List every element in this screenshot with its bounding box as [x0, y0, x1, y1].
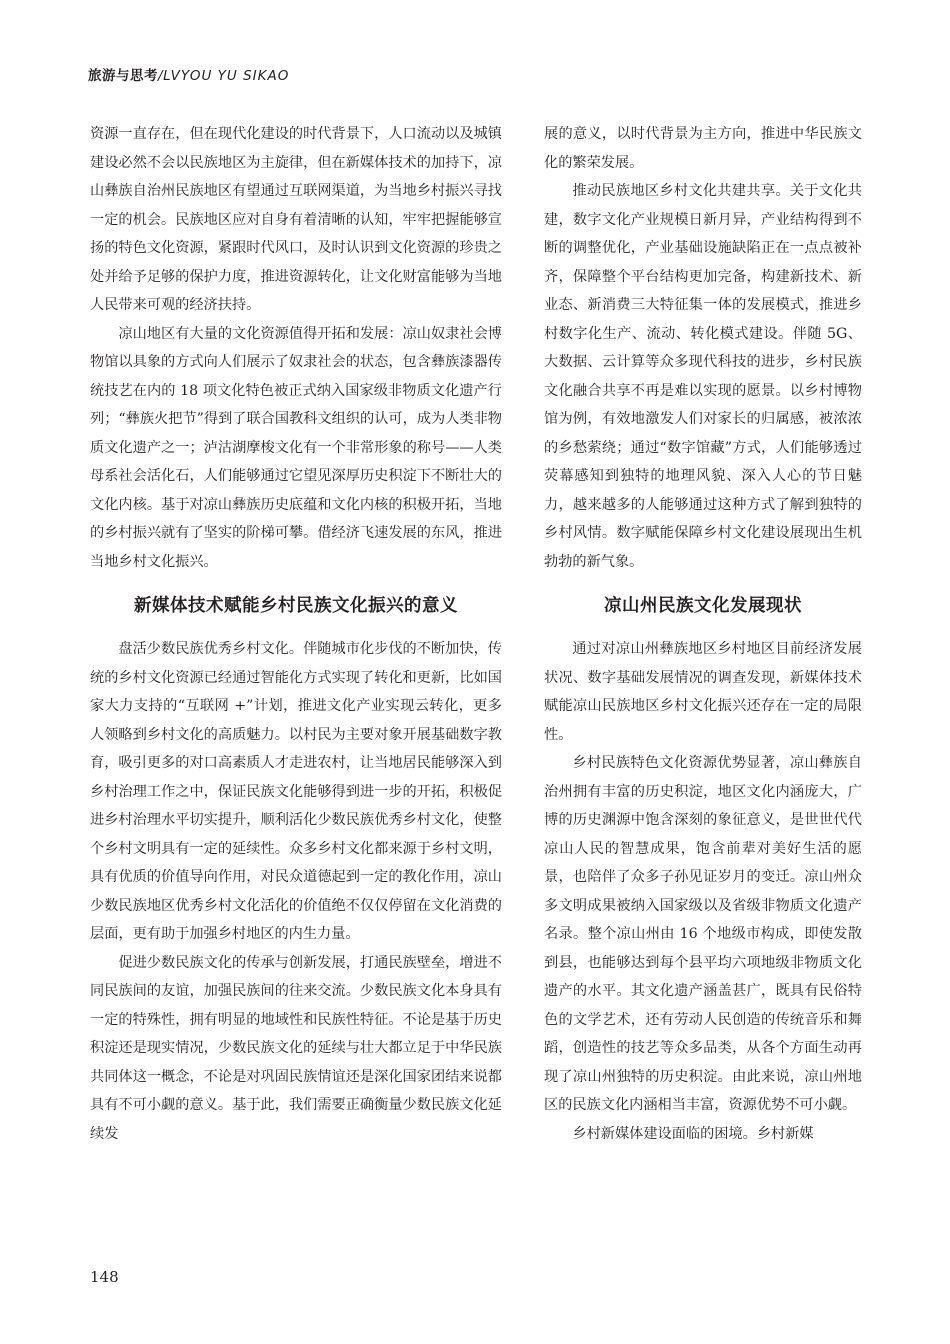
paragraph: 展的意义，以时代背景为主方向，推进中华民族文化的繁荣发展。 [544, 126, 862, 171]
paragraph: 资源一直存在，但在现代化建设的时代背景下，人口流动以及城镇建设必然不会以民族地区为主旋律，但在新媒体技术的加持下，凉山彝族自治州民族地区有望通过互联网渠道，为当地乡村振兴寻找一定的机会。民族地区应对自身有着清晰的认知，牢牢把握能够宣扬的特色文化资源，紧跟时代风口，及时认识到文化资源的珍贵之处并给予足够的保护力度，推进资源转化，让文化财富能够为当地人民带来可观的经济扶持。 [90, 126, 502, 313]
header-separator: / [158, 68, 164, 84]
paragraph: 乡村新媒体建设面临的困境。乡村新媒 [572, 1125, 814, 1142]
paragraph: 凉山地区有大量的文化资源值得开拓和发展：凉山奴隶社会博物馆以具象的方式向人们展示了奴隶社会的状态，包含彝族漆器传统技艺在内的 18 项文化特色被正式纳入国家级非物质文化遗产行列；“彝族火把节”得到了联合国教科文组织的认可，成为人类非物质文化遗产之一；泸沽湖摩梭文化有一个非常形象的称号——人类母系社会活化石，人们能够通过它望见深厚历史积淀下不断壮大的文化内核。基于对凉山彝族历史底蕴和文化内核的积极开拓，当地的乡村振兴就有了坚实的阶梯可攀。借经济飞速发展的东风，推进当地乡村文化振兴。 [90, 325, 502, 570]
paragraph: 促进少数民族文化的传承与创新发展，打通民族壁垒，增进不同民族间的友谊，加强民族间的往来交流。少数民族文化本身具有一定的特殊性，拥有明显的地域性和民族性特征。不论是基于历史积淀还是现实情况，少数民族文化的延续与壮大都立足于中华民族共同体这一概念，不论是对巩固民族情谊还是深化国家团结来说都具有不可小觑的意义。基于此，我们需要正确衡量少数民族文化延续发 [90, 954, 502, 1142]
paragraph: 乡村民族特色文化资源优势显著，凉山彝族自治州拥有丰富的历史积淀，地区文化内涵庞大，广博的历史渊源中饱含深刻的象征意义，是世世代代凉山人民的智慧成果，饱含前辈对美好生活的愿景，也陪伴了众多子孙见证岁月的变迁。凉山州众多文明成果被纳入国家级以及省级非物质文化遗产名录。整个凉山州由 16 个地级市构成，即使发散到县，也能够达到每个县平均六项地级非物质文化遗产的水平。其文化遗产涵盖甚广，既具有民俗特色的文学艺术，还有劳动人民创造的传统音乐和舞蹈，创造性的技艺等众多品类，从各个方面生动再现了凉山州独特的历史积淀。由此来说，凉山州地区的民族文化内涵相当丰富，资源优势不可小觑。 [544, 755, 862, 1113]
running-header [88, 64, 289, 84]
paragraph: 盘活少数民族优秀乡村文化。伴随城市化步伐的不断加快，传统的乡村文化资源已经通过智能化方式实现了转化和更新，比如国家大力支持的“互联网 +”计划，推进文化产业实现云转化，更多人领略到乡村文化的高质魅力。以村民为主要对象开展基础数字教育，吸引更多的对口高素质人才走进农村，让当地居民能够深入到乡村治理工作之中，保证民族文化能够得到进一步的开拓，积极促进乡村治理水平切实提升，顺利活化少数民族优秀乡村文化，使整个乡村文明具有一定的延续性。众多乡村文化都来源于乡村文明，具有优质的价值导向作用，对民众道德起到一定的教化作用，凉山少数民族地区优秀乡村文化活化的价值绝不仅仅停留在文化消费的层面，更有助于加强乡村地区的内生力量。 [90, 641, 502, 942]
paragraph: 通过对凉山州彝族地区乡村地区目前经济发展状况、数字基础发展情况的调查发现，新媒体技术赋能凉山民族地区乡村文化振兴还存在一定的局限性。 [544, 641, 862, 743]
journal-title-en: LVYOU YU SIKAO [163, 68, 290, 84]
section-heading: 凉山州民族文化发展现状 [604, 596, 802, 616]
right-column [544, 120, 862, 1148]
left-column [90, 120, 502, 1148]
page-number: 148 [90, 1268, 119, 1286]
section-heading: 新媒体技术赋能乡村民族文化振兴的意义 [134, 596, 458, 616]
journal-title-cn: 旅游与思考 [88, 68, 158, 84]
paragraph: 推动民族地区乡村文化共建共享。关于文化共建，数字文化产业规模日新月异，产业结构得到不断的调整优化，产业基础设施缺陷正在一点点被补齐，保障整个平台结构更加完备，构建新技术、新业态、新消费三大特征集一体的发展模式，推进乡村数字化生产、流动、转化模式建设。伴随 5G、大数据、云计算等众多现代科技的进步，乡村民族文化融合共享不再是难以实现的愿景。以乡村博物馆为例，有效地激发人们对家长的归属感，被浓浓的乡愁萦绕；通过“数字馆藏”方式，人们能够透过荧幕感知到独特的地理风貌、深入人心的节日魅力，越来越多的人能够通过这种方式了解到独特的乡村风情。数字赋能保障乡村文化建设展现出生机勃勃的新气象。 [544, 183, 862, 570]
